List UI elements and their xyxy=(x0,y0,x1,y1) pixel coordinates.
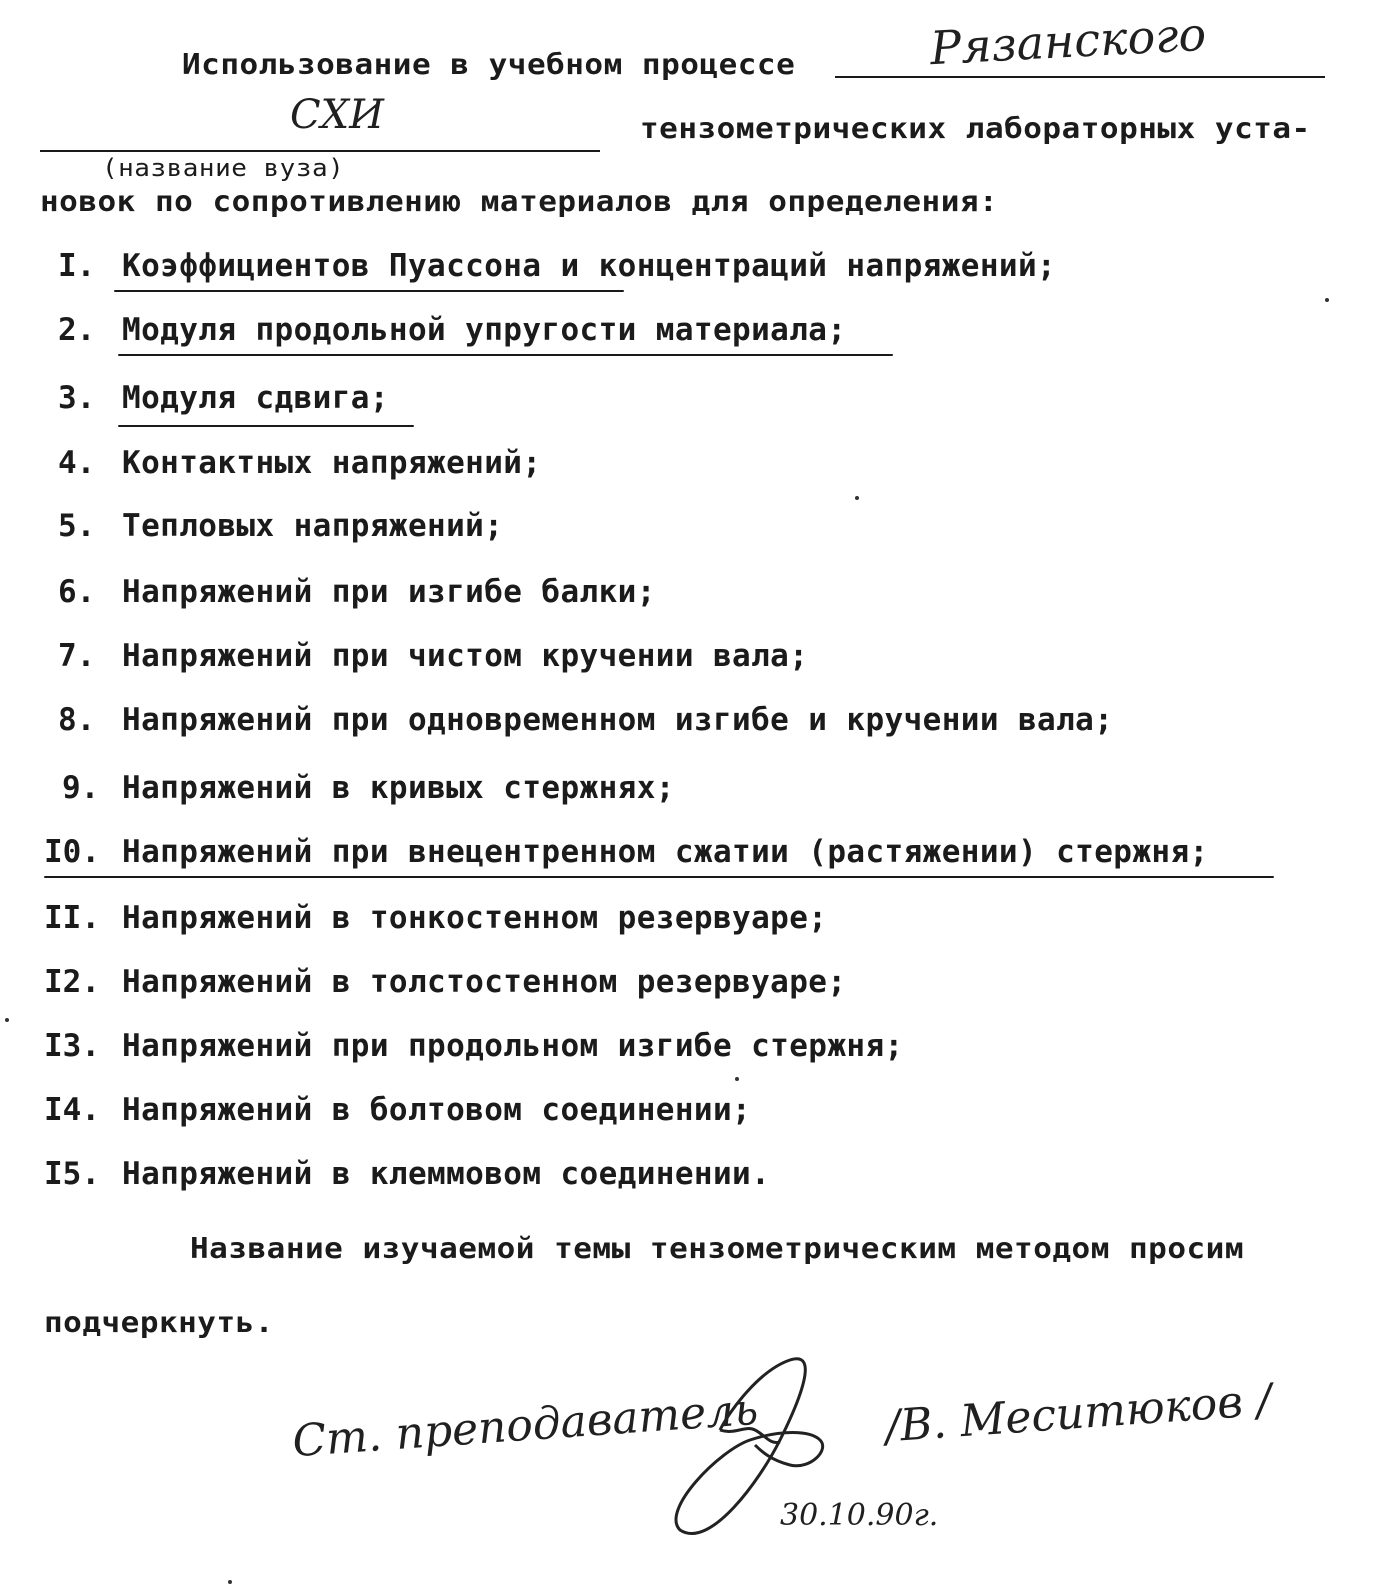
signature-position: Ст. преподаватель xyxy=(290,1383,760,1468)
item-text: Напряжений в тонкостенном резервуаре; xyxy=(122,900,828,936)
item-text: Напряжений при внецентренном сжатии (растяжении) стержня; xyxy=(122,834,1209,870)
header-line2-text: тензометрических лабораторных уста- xyxy=(640,112,1311,146)
item-text: Напряжений при чистом кручении вала; xyxy=(122,638,809,674)
item-number: 7. xyxy=(58,638,96,674)
signature-name: /В. Меситюков / xyxy=(883,1374,1274,1453)
item-underline xyxy=(118,354,893,356)
scan-speck xyxy=(855,496,859,500)
scan-speck xyxy=(735,1077,739,1081)
item-underline xyxy=(114,290,624,292)
handwritten-institution-abbr: СХИ xyxy=(290,92,384,138)
header-line1-text: Использование в учебном процессе xyxy=(182,48,796,82)
item-number: 9. xyxy=(62,770,100,806)
item-text: Модуля сдвига; xyxy=(122,380,389,416)
scan-speck xyxy=(1325,298,1329,302)
item-number: I4. xyxy=(44,1092,100,1128)
item-text: Напряжений в болтовом соединении; xyxy=(122,1092,752,1128)
item-text: Модуля продольной упругости материала; xyxy=(122,312,847,348)
item-number: 8. xyxy=(58,702,96,738)
item-text: Напряжений в кривых стержнях; xyxy=(122,770,675,806)
item-number: I2. xyxy=(44,964,100,1000)
item-text: Напряжений при изгибе балки; xyxy=(122,574,656,610)
item-text: Напряжений при одновременном изгибе и кручении вала; xyxy=(122,702,1114,738)
item-number: II. xyxy=(44,900,100,936)
item-underline xyxy=(44,876,1274,878)
item-text: Напряжений в клеммовом соединении. xyxy=(122,1156,771,1192)
header-line1-rule xyxy=(835,76,1325,78)
item-number: I3. xyxy=(44,1028,100,1064)
item-text: Напряжений при продольном изгибе стержня; xyxy=(122,1028,904,1064)
scan-speck xyxy=(5,1018,9,1022)
header-line3-text: новок по сопротивлению материалов для определения: xyxy=(40,185,999,219)
item-number: 4. xyxy=(58,445,96,481)
item-number: I. xyxy=(58,248,96,284)
item-text: Тепловых напряжений; xyxy=(122,508,504,544)
header-caption: (название вуза) xyxy=(102,155,345,183)
item-number: I5. xyxy=(44,1156,100,1192)
handwritten-institution-name: Рязанского xyxy=(928,6,1208,76)
item-text: Коэффициентов Пуассона и концентраций напряжений; xyxy=(122,248,1057,284)
item-text: Контактных напряжений; xyxy=(122,445,542,481)
scan-speck xyxy=(228,1580,232,1584)
item-underline xyxy=(118,425,414,427)
item-number: 5. xyxy=(58,508,96,544)
header-line2-rule xyxy=(40,150,600,152)
item-number: 2. xyxy=(58,312,96,348)
item-number: I0. xyxy=(44,834,100,870)
note-line2: подчеркнуть. xyxy=(44,1306,274,1340)
signature-date: 30.10.90г. xyxy=(780,1498,939,1533)
note-line1: Название изучаемой темы тензометрическим методом просим xyxy=(190,1232,1244,1266)
item-number: 3. xyxy=(58,380,96,416)
item-number: 6. xyxy=(58,574,96,610)
item-text: Напряжений в толстостенном резервуаре; xyxy=(122,964,847,1000)
